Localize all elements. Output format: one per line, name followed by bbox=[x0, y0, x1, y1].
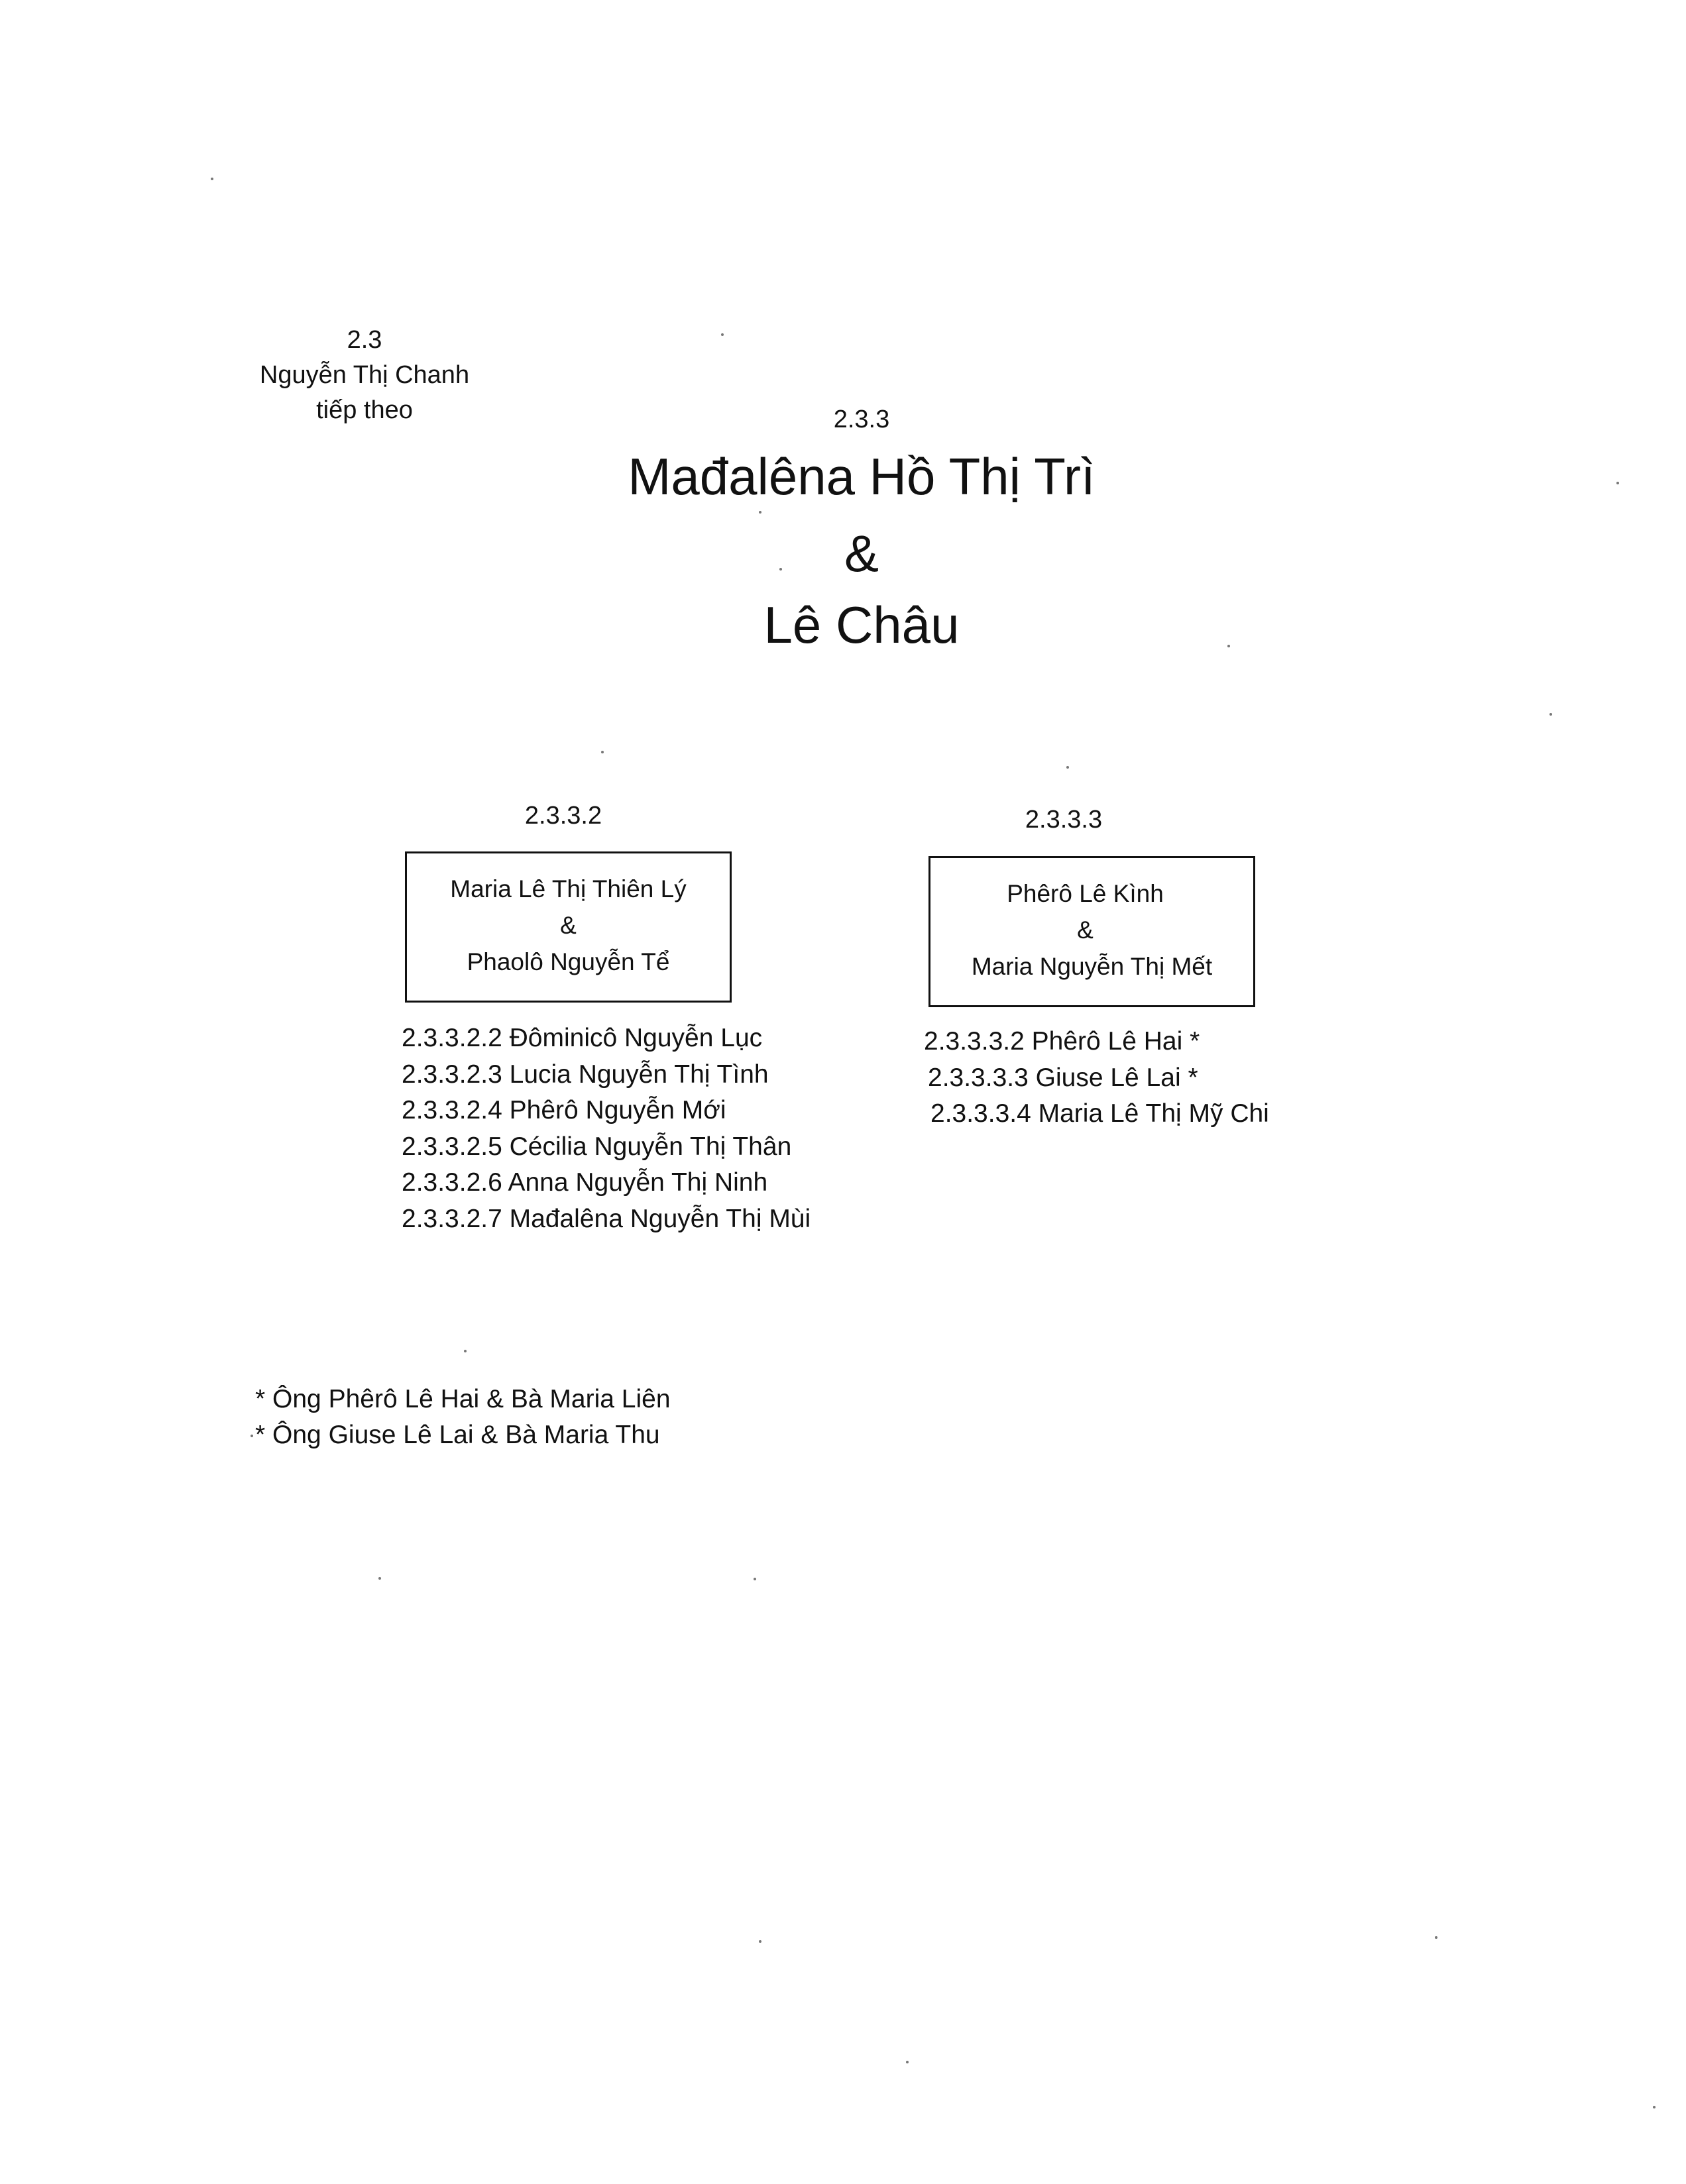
scan-speck bbox=[251, 1435, 253, 1437]
scan-speck bbox=[1653, 2106, 1656, 2108]
parent-note: tiếp theo bbox=[316, 396, 413, 425]
scan-speck bbox=[211, 178, 213, 180]
family-spouse1: Mađalêna Hồ Thị Trì bbox=[628, 447, 1096, 506]
scan-speck bbox=[378, 1577, 381, 1580]
couple-box bbox=[928, 856, 1255, 1007]
couple-spouse-1: Phêrô Lê Kình bbox=[1007, 880, 1164, 907]
couple-spouse-1: Maria Lê Thị Thiên Lý bbox=[450, 875, 687, 902]
couple-spouse-2: Maria Nguyễn Thị Mết bbox=[971, 953, 1213, 980]
family-ampersand: & bbox=[844, 524, 879, 582]
footnote: * Ông Giuse Lê Lai & Bà Maria Thu bbox=[255, 1421, 660, 1449]
couple-box bbox=[405, 851, 732, 1003]
list-item: 2.3.3.3.2 Phêrô Lê Hai * bbox=[924, 1027, 1200, 1056]
footnote: * Ông Phêrô Lê Hai & Bà Maria Liên bbox=[255, 1385, 671, 1413]
family-number: 2.3.3 bbox=[833, 406, 890, 433]
scan-speck bbox=[601, 751, 604, 753]
list-item: 2.3.3.2.2 Đôminicô Nguyễn Lục bbox=[402, 1024, 763, 1052]
scan-speck bbox=[1066, 766, 1069, 769]
branch-number: 2.3.3.3 bbox=[1025, 806, 1103, 834]
scan-speck bbox=[1435, 1936, 1437, 1939]
scan-speck bbox=[1227, 645, 1230, 647]
footnotes bbox=[255, 1382, 671, 1453]
children-list bbox=[924, 1024, 1269, 1132]
parent-number: 2.3 bbox=[347, 326, 382, 354]
list-item: 2.3.3.3.4 Maria Lê Thị Mỹ Chi bbox=[930, 1099, 1269, 1128]
children-list bbox=[402, 1020, 811, 1238]
scan-speck bbox=[721, 333, 724, 336]
scan-speck bbox=[906, 2061, 909, 2063]
list-item: 2.3.3.2.7 Mađalêna Nguyễn Thị Mùi bbox=[402, 1204, 811, 1233]
couple-spouse-2: Phaolô Nguyễn Tể bbox=[467, 948, 670, 975]
scan-speck bbox=[779, 568, 782, 571]
family-spouse2: Lê Châu bbox=[763, 596, 960, 654]
scan-speck bbox=[1549, 713, 1552, 716]
list-item: 2.3.3.2.5 Cécilia Nguyễn Thị Thân bbox=[402, 1132, 792, 1161]
list-item: 2.3.3.2.3 Lucia Nguyễn Thị Tình bbox=[402, 1060, 769, 1089]
scan-speck bbox=[754, 1578, 756, 1580]
branch-number: 2.3.3.2 bbox=[524, 802, 602, 830]
list-item: 2.3.3.2.6 Anna Nguyễn Thị Ninh bbox=[402, 1168, 768, 1197]
couple-ampersand: & bbox=[560, 912, 577, 939]
list-item: 2.3.3.2.4 Phêrô Nguyễn Mới bbox=[402, 1096, 726, 1125]
scan-speck bbox=[759, 1940, 761, 1943]
scan-speck bbox=[759, 511, 761, 514]
scan-speck bbox=[1616, 482, 1619, 484]
list-item: 2.3.3.3.3 Giuse Lê Lai * bbox=[928, 1063, 1198, 1092]
scan-speck bbox=[464, 1350, 467, 1352]
parent-name: Nguyễn Thị Chanh bbox=[259, 361, 470, 390]
couple-ampersand: & bbox=[1077, 916, 1094, 944]
parent-reference bbox=[239, 323, 490, 429]
